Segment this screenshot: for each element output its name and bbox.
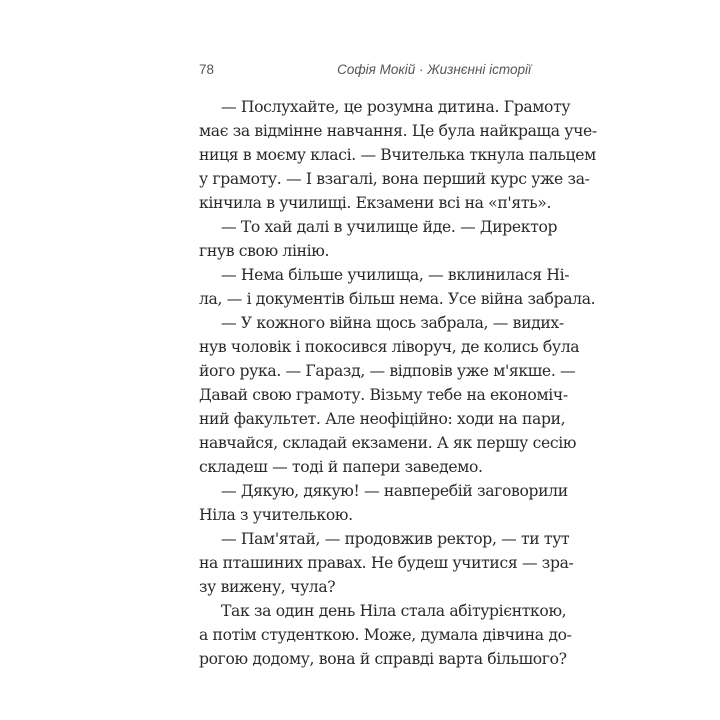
book-page bbox=[199, 62, 597, 671]
body-text bbox=[199, 95, 597, 671]
text-line: — Дякую, дякую! — навперебій заговорили bbox=[221, 482, 568, 500]
text-line: його рука. — Гаразд, — відповів уже м'якше. — bbox=[199, 362, 576, 380]
text-line: — Пам'ятай, — продовжив ректор, — ти тут bbox=[221, 530, 570, 548]
text-line: а потім студенткою. Може, думала дівчина до- bbox=[199, 626, 572, 644]
text-line: ниця в моєму класі. — Вчителька ткнула пальцем bbox=[199, 146, 596, 164]
text-line: навчайся, складай екзамени. А як першу сесію bbox=[199, 434, 577, 452]
text-line: гнув свою лінію. bbox=[199, 242, 330, 260]
text-line: має за відмінне навчання. Це була найкраща уче- bbox=[199, 122, 597, 140]
text-line: кінчила в училищі. Екзамени всі на «п'ять». bbox=[199, 194, 552, 212]
text-line: складеш — тоді й папери заведемо. bbox=[199, 458, 483, 476]
text-line: на пташиних правах. Не будеш учитися — зра- bbox=[199, 554, 574, 572]
text-line: ла, — і документів більш нема. Усе війна забрала. bbox=[199, 290, 596, 308]
text-line: — То хай далі в училище йде. — Директор bbox=[221, 218, 558, 236]
text-line: ний факультет. Але неофіційно: ходи на пари, bbox=[199, 410, 566, 428]
text-line: Ніла з учителькою. bbox=[199, 506, 353, 524]
text-line: — У кожного війна щось забрала, — видих- bbox=[221, 314, 564, 332]
text-line: зу вижену, чула? bbox=[199, 578, 336, 596]
text-line: — Послухайте, це розумна дитина. Грамоту bbox=[221, 98, 571, 116]
text-line: у грамоту. — І взагалі, вона перший курс уже за- bbox=[199, 170, 590, 188]
text-line: Так за один день Ніла стала абітурієнткою, bbox=[221, 602, 567, 620]
page-number: 78 bbox=[199, 62, 215, 77]
text-line: — Нема більше училища, — вклинилася Ні- bbox=[221, 266, 570, 284]
running-head-title: Софія Мокій · Жизнєнні історії bbox=[337, 62, 531, 77]
text-line: Давай свою грамоту. Візьму тебе на економіч- bbox=[199, 386, 568, 404]
text-line: рогою додому, вона й справді варта більшого? bbox=[199, 650, 567, 668]
running-head bbox=[199, 62, 531, 84]
text-line: нув чоловік і покосився ліворуч, де колись була bbox=[199, 338, 580, 356]
